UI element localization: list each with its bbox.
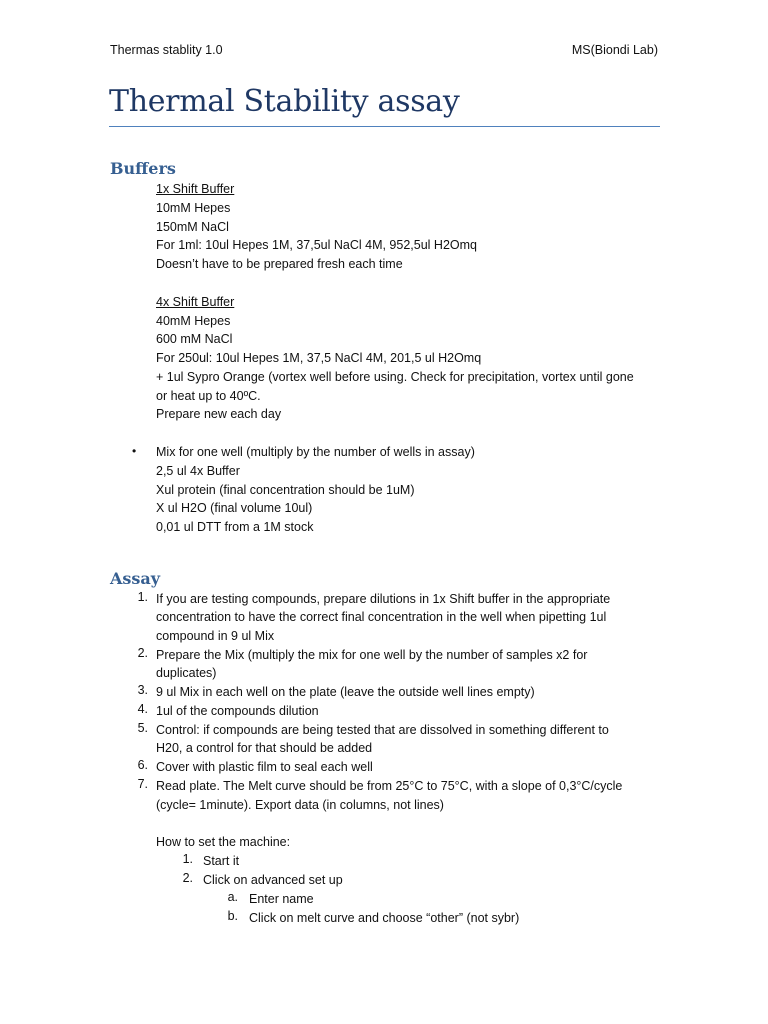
step-line: duplicates) xyxy=(156,666,217,680)
machine-substep-letter: b. xyxy=(227,909,238,923)
shift1x-line: Doesn’t have to be prepared fresh each time xyxy=(156,257,403,271)
mix-line: Mix for one well (multiply by the number of wells in assay) xyxy=(156,445,475,459)
shift1x-title: 1x Shift Buffer xyxy=(156,182,235,196)
step-line: concentration to have the correct final concentration in the well when pipetting 1ul xyxy=(156,610,607,624)
buffers-heading: Buffers xyxy=(110,159,176,178)
step-number: 2. xyxy=(137,646,148,660)
bullet-icon: • xyxy=(132,444,137,458)
step-number: 7. xyxy=(137,777,148,791)
shift4x-line: Prepare new each day xyxy=(156,407,282,421)
step-number: 3. xyxy=(137,683,148,697)
shift4x-line: 600 mM NaCl xyxy=(156,332,233,346)
shift1x-line: 150mM NaCl xyxy=(156,220,229,234)
step-line: (cycle= 1minute). Export data (in columns, not lines) xyxy=(156,798,444,812)
page-header-right: MS(Biondi Lab) xyxy=(571,43,658,57)
machine-step-number: 1. xyxy=(182,852,193,866)
step-line: compound in 9 ul Mix xyxy=(156,629,275,643)
machine-step-text: Start it xyxy=(203,854,240,868)
shift1x-line: For 1ml: 10ul Hepes 1M, 37,5ul NaCl 4M, 952,5ul H2Omq xyxy=(156,238,477,252)
document-title: Thermal Stability assay xyxy=(109,84,460,119)
step-line: Prepare the Mix (multiply the mix for one well by the number of samples x2 for xyxy=(156,648,588,662)
step-line: 1ul of the compounds dilution xyxy=(156,704,319,718)
machine-substep-letter: a. xyxy=(227,890,238,904)
step-number: 4. xyxy=(137,702,148,716)
shift4x-line: 40mM Hepes xyxy=(156,314,231,328)
page-header-left: Thermas stablity 1.0 xyxy=(110,43,223,57)
mix-line: Xul protein (final concentration should be 1uM) xyxy=(156,483,415,497)
shift1x-line: 10mM Hepes xyxy=(156,201,231,215)
shift4x-line: For 250ul: 10ul Hepes 1M, 37,5 NaCl 4M, 201,5 ul H2Omq xyxy=(156,351,482,365)
step-number: 5. xyxy=(137,721,148,735)
step-line: 9 ul Mix in each well on the plate (leave the outside well lines empty) xyxy=(156,685,535,699)
step-line: Read plate. The Melt curve should be from 25°C to 75°C, with a slope of 0,3°C/cycle xyxy=(156,779,623,793)
step-line: H20, a control for that should be added xyxy=(156,741,373,755)
step-number: 6. xyxy=(137,758,148,772)
mix-line: X ul H2O (final volume 10ul) xyxy=(156,501,313,515)
machine-substep-text: Enter name xyxy=(249,892,314,906)
mix-line: 0,01 ul DTT from a 1M stock xyxy=(156,520,314,534)
machine-step-text: Click on advanced set up xyxy=(203,873,343,887)
shift4x-line: + 1ul Sypro Orange (vortex well before using. Check for precipitation, vortex until gone xyxy=(156,370,634,384)
machine-substep-text: Click on melt curve and choose “other” (not sybr) xyxy=(249,911,520,925)
step-line: Cover with plastic film to seal each well xyxy=(156,760,373,774)
step-line: Control: if compounds are being tested that are dissolved in something different to xyxy=(156,723,609,737)
machine-step-number: 2. xyxy=(182,871,193,885)
machine-intro: How to set the machine: xyxy=(156,835,291,849)
assay-heading: Assay xyxy=(110,569,161,588)
step-number: 1. xyxy=(137,590,148,604)
shift4x-title: 4x Shift Buffer xyxy=(156,295,235,309)
mix-line: 2,5 ul 4x Buffer xyxy=(156,464,240,478)
step-line: If you are testing compounds, prepare dilutions in 1x Shift buffer in the appropriate xyxy=(156,592,611,606)
shift4x-line: or heat up to 40ºC. xyxy=(156,389,261,403)
title-rule xyxy=(109,126,660,127)
